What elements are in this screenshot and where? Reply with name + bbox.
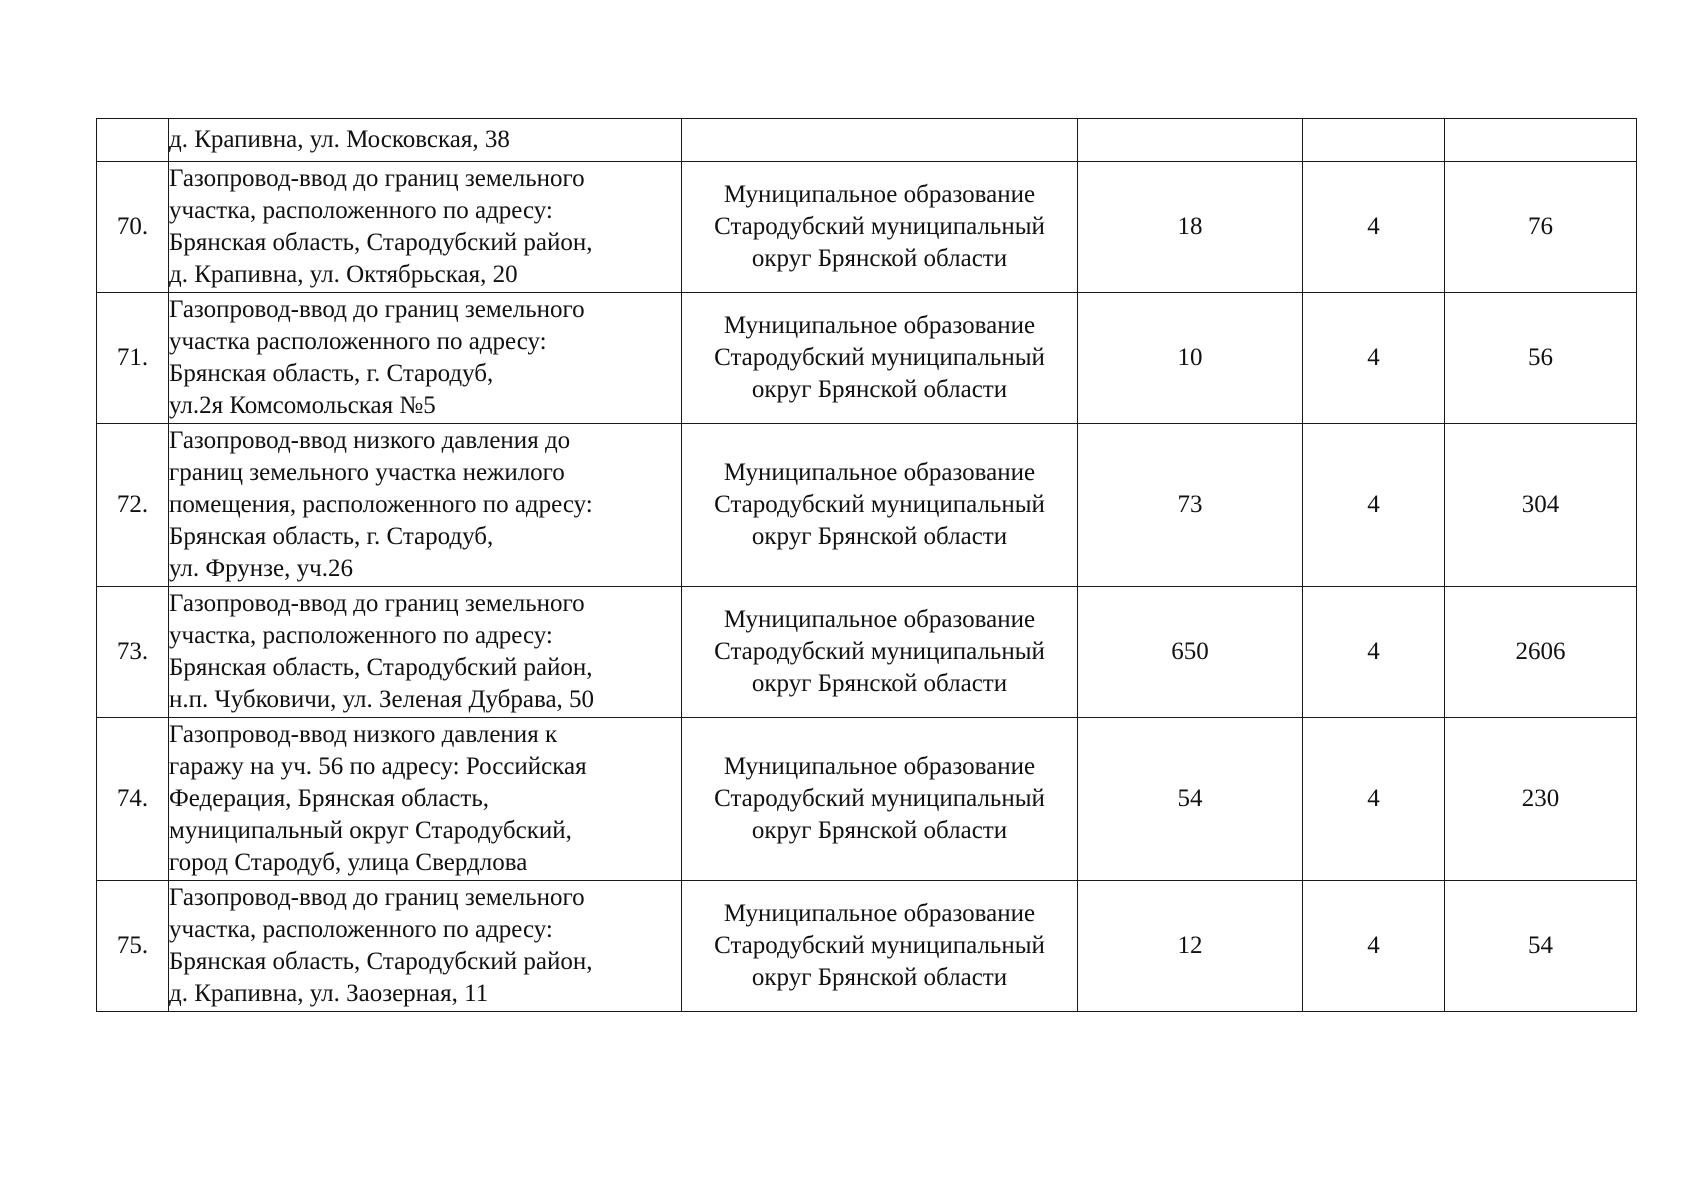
column-5-cell: 4 [1303, 424, 1445, 587]
column-6-cell: 56 [1445, 293, 1637, 424]
object-name-cell: Газопровод-ввод до границ земельного участка, расположенного по адресу: Брянская область, Стародубский район, н.п. Чубковичи, ул. Зеленая Дубрава, 50 [169, 587, 682, 718]
column-5-cell: 4 [1303, 293, 1445, 424]
object-name-cell: Газопровод-ввод низкого давления к гаражу на уч. 56 по адресу: Российская Федерация, Брянская область, муниципальный округ Стародубский, город Стародуб, улица Свердлова [169, 718, 682, 881]
column-6-cell: 54 [1445, 881, 1637, 1012]
table-row [97, 162, 1637, 293]
row-number-cell: 72. [97, 424, 169, 587]
row-number-cell: 75. [97, 881, 169, 1012]
owner-cell: Муниципальное образование Стародубский муниципальный округ Брянской области [682, 718, 1078, 881]
owner-cell [682, 119, 1078, 162]
length-cell: 12 [1078, 881, 1303, 1012]
length-cell: 18 [1078, 162, 1303, 293]
column-5-cell: 4 [1303, 587, 1445, 718]
object-name-cell: Газопровод-ввод до границ земельного участка расположенного по адресу: Брянская область, г. Стародуб, ул.2я Комсомольская №5 [169, 293, 682, 424]
row-number-cell: 74. [97, 718, 169, 881]
row-number-cell: 71. [97, 293, 169, 424]
object-name-cell: Газопровод-ввод низкого давления до границ земельного участка нежилого помещения, расположенного по адресу: Брянская область, г. Стародуб, ул. Фрунзе, уч.26 [169, 424, 682, 587]
length-cell: 54 [1078, 718, 1303, 881]
length-cell: 10 [1078, 293, 1303, 424]
row-number-cell: 73. [97, 587, 169, 718]
column-6-cell [1445, 119, 1637, 162]
object-name-cell: д. Крапивна, ул. Московская, 38 [169, 119, 682, 162]
object-name-cell: Газопровод-ввод до границ земельного участка, расположенного по адресу: Брянская область, Стародубский район, д. Крапивна, ул. Октябрьская, 20 [169, 162, 682, 293]
row-number-cell: 70. [97, 162, 169, 293]
owner-cell: Муниципальное образование Стародубский муниципальный округ Брянской области [682, 881, 1078, 1012]
column-5-cell: 4 [1303, 162, 1445, 293]
length-cell: 650 [1078, 587, 1303, 718]
length-cell: 73 [1078, 424, 1303, 587]
column-5-cell: 4 [1303, 718, 1445, 881]
owner-cell: Муниципальное образование Стародубский муниципальный округ Брянской области [682, 424, 1078, 587]
column-6-cell: 2606 [1445, 587, 1637, 718]
length-cell [1078, 119, 1303, 162]
table-row [97, 881, 1637, 1012]
owner-cell: Муниципальное образование Стародубский муниципальный округ Брянской области [682, 162, 1078, 293]
row-number-cell [97, 119, 169, 162]
owner-cell: Муниципальное образование Стародубский муниципальный округ Брянской области [682, 587, 1078, 718]
table-row [97, 718, 1637, 881]
object-name-cell: Газопровод-ввод до границ земельного участка, расположенного по адресу: Брянская область, Стародубский район, д. Крапивна, ул. Заозерная, 11 [169, 881, 682, 1012]
table-row [97, 293, 1637, 424]
column-6-cell: 76 [1445, 162, 1637, 293]
column-5-cell: 4 [1303, 881, 1445, 1012]
gas-pipeline-registry-table [96, 118, 1637, 1012]
table-row [97, 424, 1637, 587]
table-row [97, 587, 1637, 718]
column-6-cell: 230 [1445, 718, 1637, 881]
column-5-cell [1303, 119, 1445, 162]
column-6-cell: 304 [1445, 424, 1637, 587]
table-row-continuation [97, 119, 1637, 162]
owner-cell: Муниципальное образование Стародубский муниципальный округ Брянской области [682, 293, 1078, 424]
